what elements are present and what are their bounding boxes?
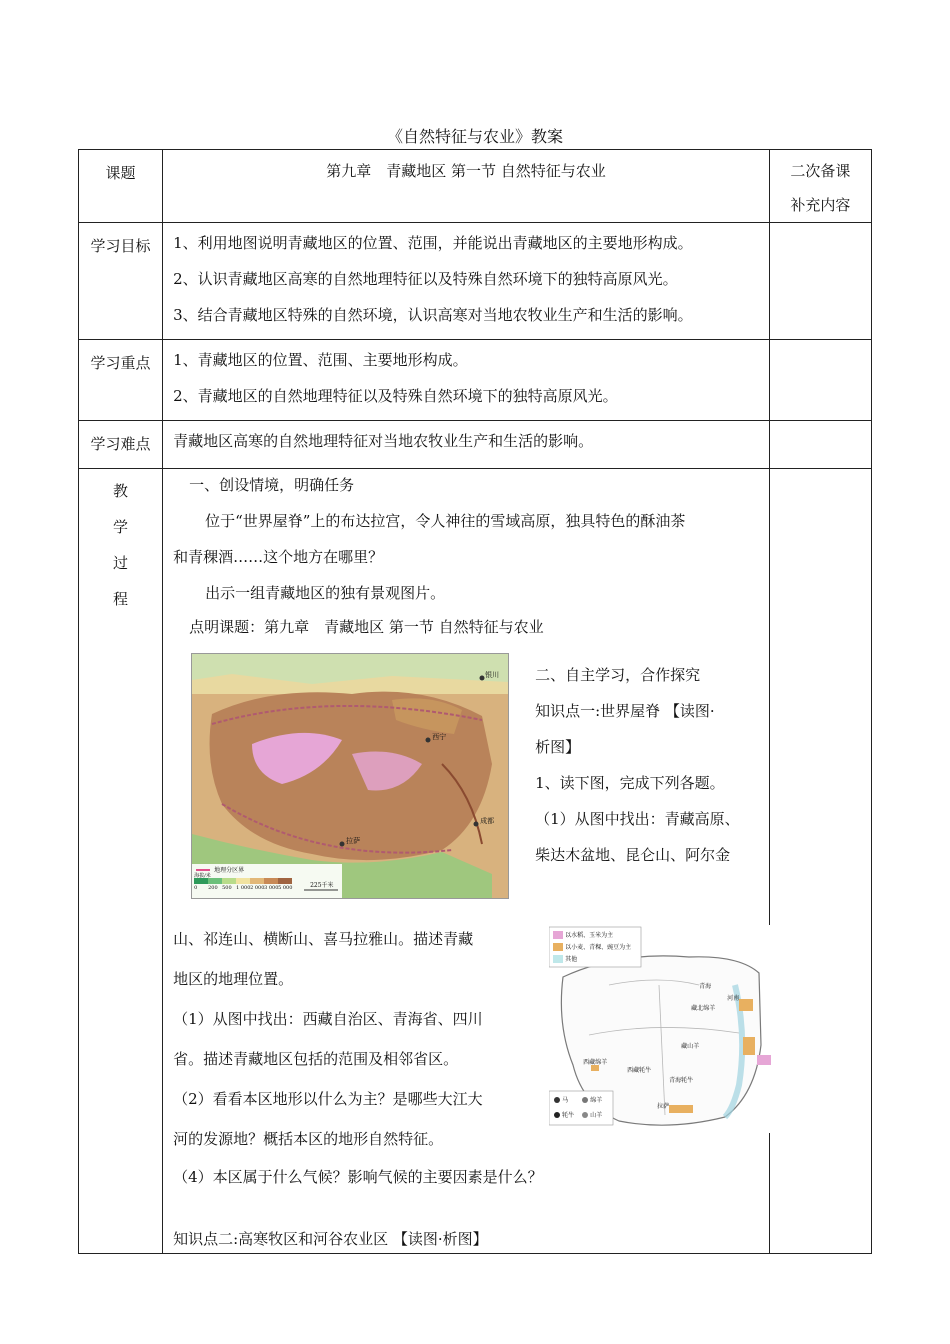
legend-title: 海拔/米 xyxy=(194,873,211,879)
agri-legend-item: 以水稻、玉米为主 xyxy=(565,932,614,939)
legend-ticks: 0 200 500 1 0002 0003 0005 000 xyxy=(194,885,293,891)
difficulty-text: 青藏地区高寒的自然地理特征对当地农牧业生产和生活的影响。 xyxy=(173,432,594,450)
process-extra xyxy=(769,469,871,1254)
process-text: 1、读下图，完成下列各题。 xyxy=(535,774,725,792)
map-label: 西宁 xyxy=(432,733,447,741)
row-difficulty xyxy=(79,421,872,469)
animal-legend: 牦牛 xyxy=(562,1112,575,1119)
label-char: 教 xyxy=(113,482,129,500)
label-char: 学 xyxy=(113,518,129,536)
process-text: （1）从图中找出：青藏高原、 xyxy=(535,810,740,828)
key-points-content xyxy=(163,340,770,421)
process-text: 位于“世界屋脊”上的布达拉宫，令人神往的雪域高原，独具特色的酥油茶 xyxy=(205,512,686,530)
key-point-item: 2、青藏地区的自然地理特征以及特殊自然环境下的独特高原风光。 xyxy=(173,387,618,405)
key-points-extra xyxy=(769,340,871,421)
goal-item: 2、认识青藏地区高寒的自然地理特征以及特殊自然环境下的独特高原风光。 xyxy=(173,270,678,288)
document-title: 《自然特征与农业》教案 xyxy=(386,127,563,146)
process-text: 点明课题：第九章 青藏地区 第一节 自然特征与农业 xyxy=(189,618,544,636)
process-content xyxy=(163,469,770,1254)
process-text: 出示一组青藏地区的独有景观图片。 xyxy=(205,584,446,602)
process-text: 省。描述青藏地区包括的范围及相邻省区。 xyxy=(173,1050,459,1068)
process-text: （4）本区属于什么气候？影响气候的主要因素是什么？ xyxy=(173,1168,543,1186)
label-char: 程 xyxy=(113,590,129,608)
process-text: 地区的地理位置。 xyxy=(173,970,294,988)
process-text: 柴达木盆地、昆仑山、阿尔金 xyxy=(535,846,731,864)
process-text: 河的发源地？概括本区的地形自然特征。 xyxy=(173,1130,444,1148)
agri-place: 西藏绵羊 xyxy=(583,1059,608,1066)
difficulty-extra xyxy=(769,421,871,469)
agri-place: 藏北绵羊 xyxy=(691,1005,716,1012)
agri-place: 藏山羊 xyxy=(681,1043,700,1050)
extra-line-1: 二次备课 xyxy=(790,162,851,180)
extra-line-2: 补充内容 xyxy=(790,196,851,214)
label-subject: 课题 xyxy=(79,150,163,223)
animal-legend: 绵羊 xyxy=(590,1097,603,1104)
row-subject xyxy=(79,150,872,223)
row-key-points xyxy=(79,340,872,421)
map-label: 银川 xyxy=(485,671,500,679)
agri-legend-item: 其他 xyxy=(565,956,578,963)
process-text: 山、祁连山、横断山、喜马拉雅山。描述青藏 xyxy=(173,930,474,948)
key-point-item: 1、青藏地区的位置、范围、主要地形构成。 xyxy=(173,351,468,369)
process-text: （2）看看本区地形以什么为主？是哪些大江大 xyxy=(173,1090,483,1108)
label-goals: 学习目标 xyxy=(79,223,163,340)
process-text: 析图】 xyxy=(535,738,581,756)
goals-extra xyxy=(769,223,871,340)
label-difficulty: 学习难点 xyxy=(79,421,163,469)
label-process xyxy=(79,469,163,1254)
row-goals xyxy=(79,223,872,340)
label-key-points: 学习重点 xyxy=(79,340,163,421)
process-canvas xyxy=(163,469,769,1253)
agri-legend-item: 以小麦、青稞、豌豆为主 xyxy=(565,944,632,951)
animal-legend: 山羊 xyxy=(590,1112,603,1119)
goal-item: 1、利用地图说明青藏地区的位置、范围，并能说出青藏地区的主要地形构成。 xyxy=(173,234,693,252)
section-heading: 一、创设情境，明确任务 xyxy=(189,476,355,494)
section-heading: 知识点二:高寒牧区和河谷农业区 【读图·析图】 xyxy=(173,1230,488,1248)
process-text: 和青稞酒……这个地方在哪里？ xyxy=(173,548,384,566)
agri-place: 青海 xyxy=(699,983,712,990)
extra-notes-header xyxy=(769,150,871,223)
legend-boundary: 地理分区界 xyxy=(214,867,245,874)
agri-place: 西藏牦牛 xyxy=(627,1067,652,1074)
animal-legend: 马 xyxy=(562,1097,569,1104)
agri-place: 青海牦牛 xyxy=(669,1077,694,1084)
difficulty-content xyxy=(163,421,770,469)
agriculture-map xyxy=(549,925,777,1133)
map-label: 成都 xyxy=(480,817,495,825)
process-text: 知识点一:世界屋脊 【读图· xyxy=(535,702,715,720)
goal-item: 3、结合青藏地区特殊的自然环境，认识高寒对当地农牧业生产和生活的影响。 xyxy=(173,306,693,324)
label-char: 过 xyxy=(113,554,129,572)
subject-value: 第九章 青藏地区 第一节 自然特征与农业 xyxy=(163,150,770,223)
map-label: 拉萨 xyxy=(346,837,361,845)
agri-place: 河南 xyxy=(727,995,740,1002)
goals-content xyxy=(163,223,770,340)
map-scale: 225千米 xyxy=(310,882,334,889)
process-text: （1）从图中找出：西藏自治区、青海省、四川 xyxy=(173,1010,483,1028)
terrain-map-graphic xyxy=(192,654,508,898)
section-heading: 二、自主学习，合作探究 xyxy=(535,666,701,684)
agri-place: 拉萨 xyxy=(657,1103,670,1110)
lesson-plan-table xyxy=(78,149,872,1254)
terrain-map xyxy=(191,653,509,899)
row-process xyxy=(79,469,872,1254)
